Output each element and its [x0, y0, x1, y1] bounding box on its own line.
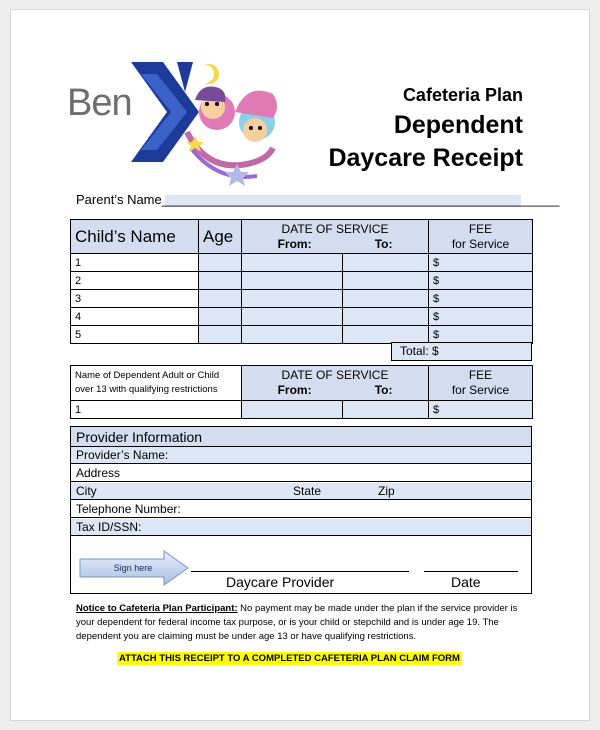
col-to: To: — [374, 236, 393, 251]
col-date-of-service: DATE OF SERVICE — [281, 221, 389, 236]
to-field[interactable] — [343, 254, 429, 272]
child-service-table — [70, 219, 533, 344]
form-title-sub: Daycare Receipt — [328, 144, 523, 172]
form-title-main: Dependent — [393, 111, 523, 139]
from-field[interactable] — [242, 326, 343, 344]
date-label: Date — [451, 574, 481, 590]
dollar-sign: $ — [433, 403, 440, 416]
city-state-zip-field[interactable] — [71, 483, 531, 500]
dollar-sign: $ — [433, 310, 440, 323]
total-field[interactable]: Total: $ — [391, 342, 532, 361]
dollar-sign: $ — [433, 274, 440, 287]
provider-name-label: Provider’s Name: — [76, 448, 169, 462]
sign-here-label: Sign here — [113, 563, 153, 573]
from-field[interactable] — [242, 272, 343, 290]
fee-field[interactable] — [429, 290, 533, 308]
child-row-num: 2 — [71, 272, 199, 290]
fee-field[interactable] — [429, 326, 533, 344]
telephone-field[interactable] — [71, 501, 531, 518]
to-field[interactable] — [343, 308, 429, 326]
dependent-row-num: 1 — [71, 401, 242, 419]
to-field[interactable] — [343, 401, 429, 419]
notice-heading: Notice to Cafeteria Plan Participant: — [76, 603, 238, 614]
from-field[interactable] — [242, 290, 343, 308]
child-row-num: 3 — [71, 290, 199, 308]
tax-id-label: Tax ID/SSN: — [76, 520, 142, 534]
col-fee: FEE — [468, 221, 493, 236]
age-field[interactable] — [199, 272, 242, 290]
age-field[interactable] — [199, 290, 242, 308]
fee-field[interactable] — [429, 254, 533, 272]
from-field[interactable] — [242, 308, 343, 326]
attach-instruction: ATTACH THIS RECEIPT TO A COMPLETED CAFETERIA PLAN CLAIM FORM — [119, 653, 460, 664]
from-field[interactable] — [242, 254, 343, 272]
fee-field[interactable] — [429, 308, 533, 326]
provider-name-field[interactable] — [71, 447, 531, 464]
address-label: Address — [76, 466, 121, 480]
col-to: To: — [374, 383, 393, 397]
age-field[interactable] — [199, 254, 242, 272]
state-label: State — [293, 484, 322, 498]
date-signature-line[interactable] — [424, 571, 518, 572]
to-field[interactable] — [343, 326, 429, 344]
dependent-service-table — [70, 365, 533, 419]
fee-field[interactable] — [429, 401, 533, 419]
col-fee-service: for Service — [451, 236, 510, 251]
col-child-name: Child’s Name — [71, 220, 199, 254]
from-field[interactable] — [242, 401, 343, 419]
col-date-of-service: DATE OF SERVICE — [281, 368, 389, 382]
dollar-sign: $ — [433, 328, 440, 341]
fee-field[interactable] — [429, 272, 533, 290]
form-title-plan: Cafeteria Plan — [402, 85, 523, 105]
zip-label: Zip — [378, 484, 395, 498]
provider-heading: Provider Information — [71, 427, 531, 447]
logo-text: Ben — [67, 82, 132, 124]
address-field[interactable] — [71, 465, 531, 482]
child-row-num: 4 — [71, 308, 199, 326]
telephone-label: Telephone Number: — [76, 502, 181, 516]
city-label: City — [76, 484, 97, 498]
child-row-num: 1 — [71, 254, 199, 272]
receipt-page — [10, 9, 590, 721]
age-field[interactable] — [199, 326, 242, 344]
daycare-provider-label: Daycare Provider — [226, 574, 335, 590]
notice-body: No payment may be made under the plan if the service provider is your dependent for federal income tax purpose, or is your child or stepchild and is under age 19. The dependent you are claiming must be under age 13 or have qualifying restrictions. — [76, 603, 518, 642]
col-fee-service: for Service — [451, 383, 510, 397]
col-fee: FEE — [468, 368, 493, 382]
dollar-sign: $ — [433, 256, 440, 269]
parent-name-label: Parent’s Name_______________________________________________________ — [76, 192, 560, 207]
child-row-num: 5 — [71, 326, 199, 344]
col-age: Age — [199, 220, 242, 254]
col-dependent-name: Name of Dependent Adult or Child over 13 with qualifying restrictions — [71, 366, 242, 401]
col-from: From: — [277, 236, 312, 251]
tax-id-field[interactable] — [71, 519, 531, 536]
to-field[interactable] — [343, 272, 429, 290]
dollar-sign: $ — [433, 292, 440, 305]
benx-logo — [67, 52, 297, 202]
notice-text — [76, 602, 536, 644]
provider-signature-line[interactable] — [191, 571, 409, 572]
age-field[interactable] — [199, 308, 242, 326]
to-field[interactable] — [343, 290, 429, 308]
col-from: From: — [277, 383, 312, 397]
